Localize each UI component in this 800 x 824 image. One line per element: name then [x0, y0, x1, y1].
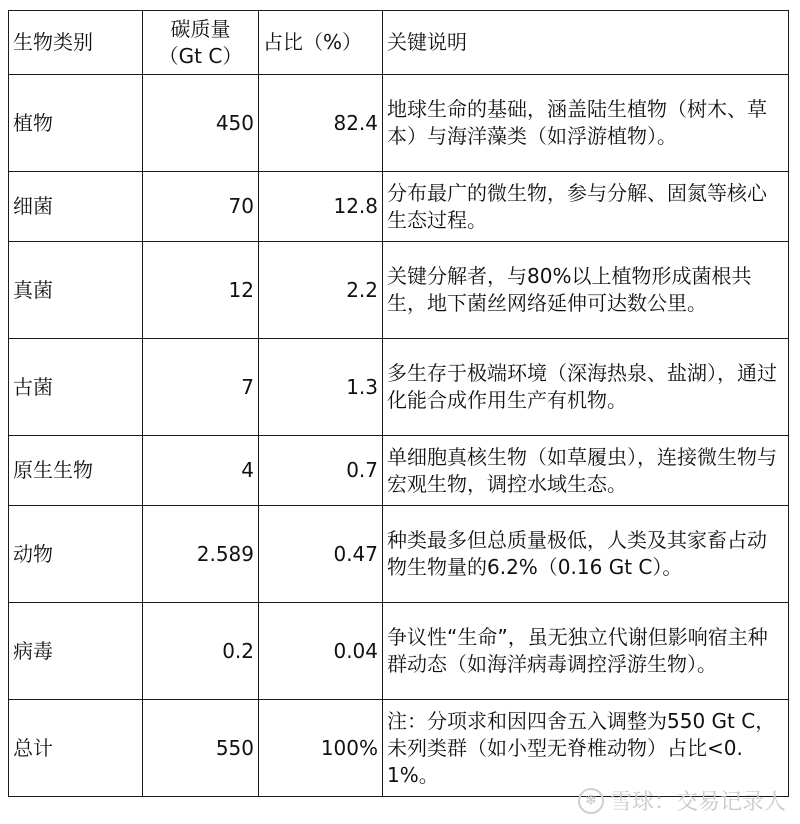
- row-notes: 地球生命的基础，涵盖陆生植物（树木、草本）与海洋藻类（如浮游植物）。: [383, 75, 789, 172]
- table-row: [9, 436, 789, 506]
- table-row: [9, 506, 789, 603]
- row-carbon-mass: 2.589: [143, 506, 259, 603]
- row-notes: 注：分项求和因四舍五入调整为550 Gt C，未列类群（如小型无脊椎动物）占比<0.1%。: [383, 700, 789, 797]
- row-category: 动物: [9, 506, 143, 603]
- table-row: [9, 242, 789, 339]
- row-notes: 多生存于极端环境（深海热泉、盐湖），通过化能合成作用生产有机物。: [383, 339, 789, 436]
- table-row: [9, 603, 789, 700]
- table-row: [9, 339, 789, 436]
- row-notes: 分布最广的微生物，参与分解、固氮等核心生态过程。: [383, 172, 789, 242]
- row-category: 病毒: [9, 603, 143, 700]
- table-row: [9, 700, 789, 797]
- header-notes: 关键说明: [383, 11, 789, 75]
- watermark-text: 雪球：交易记录人: [609, 790, 786, 815]
- row-category: 真菌: [9, 242, 143, 339]
- row-share: 0.47: [259, 506, 383, 603]
- row-share: 100%: [259, 700, 383, 797]
- table-header-row: [9, 11, 789, 75]
- row-carbon-mass: 7: [143, 339, 259, 436]
- row-share: 0.7: [259, 436, 383, 506]
- row-category: 古菌: [9, 339, 143, 436]
- row-notes: 争议性“生命”，虽无独立代谢但影响宿主种群动态（如海洋病毒调控浮游生物）。: [383, 603, 789, 700]
- row-notes: 单细胞真核生物（如草履虫），连接微生物与宏观生物，调控水域生态。: [383, 436, 789, 506]
- row-share: 82.4: [259, 75, 383, 172]
- header-carbon-mass-line1: 碳质量: [170, 16, 231, 41]
- row-category: 细菌: [9, 172, 143, 242]
- header-share: 占比（%）: [259, 11, 383, 75]
- row-carbon-mass: 4: [143, 436, 259, 506]
- biomass-table: [8, 10, 789, 797]
- row-carbon-mass: 70: [143, 172, 259, 242]
- header-category: 生物类别: [9, 11, 143, 75]
- row-share: 1.3: [259, 339, 383, 436]
- header-carbon-mass-line2: （Gt C）: [158, 43, 243, 68]
- row-carbon-mass: 450: [143, 75, 259, 172]
- row-share: 12.8: [259, 172, 383, 242]
- header-carbon-mass: [143, 11, 259, 75]
- row-share: 2.2: [259, 242, 383, 339]
- row-notes: 种类最多但总质量极低，人类及其家畜占动物生物量的6.2%（0.16 Gt C）。: [383, 506, 789, 603]
- row-carbon-mass: 550: [143, 700, 259, 797]
- table-row: [9, 75, 789, 172]
- row-category: 总计: [9, 700, 143, 797]
- table-row: [9, 172, 789, 242]
- row-notes: 关键分解者，与80%以上植物形成菌根共生，地下菌丝网络延伸可达数公里。: [383, 242, 789, 339]
- row-carbon-mass: 0.2: [143, 603, 259, 700]
- snowball-logo-icon: ❄: [578, 788, 604, 814]
- row-category: 原生生物: [9, 436, 143, 506]
- row-share: 0.04: [259, 603, 383, 700]
- row-category: 植物: [9, 75, 143, 172]
- row-carbon-mass: 12: [143, 242, 259, 339]
